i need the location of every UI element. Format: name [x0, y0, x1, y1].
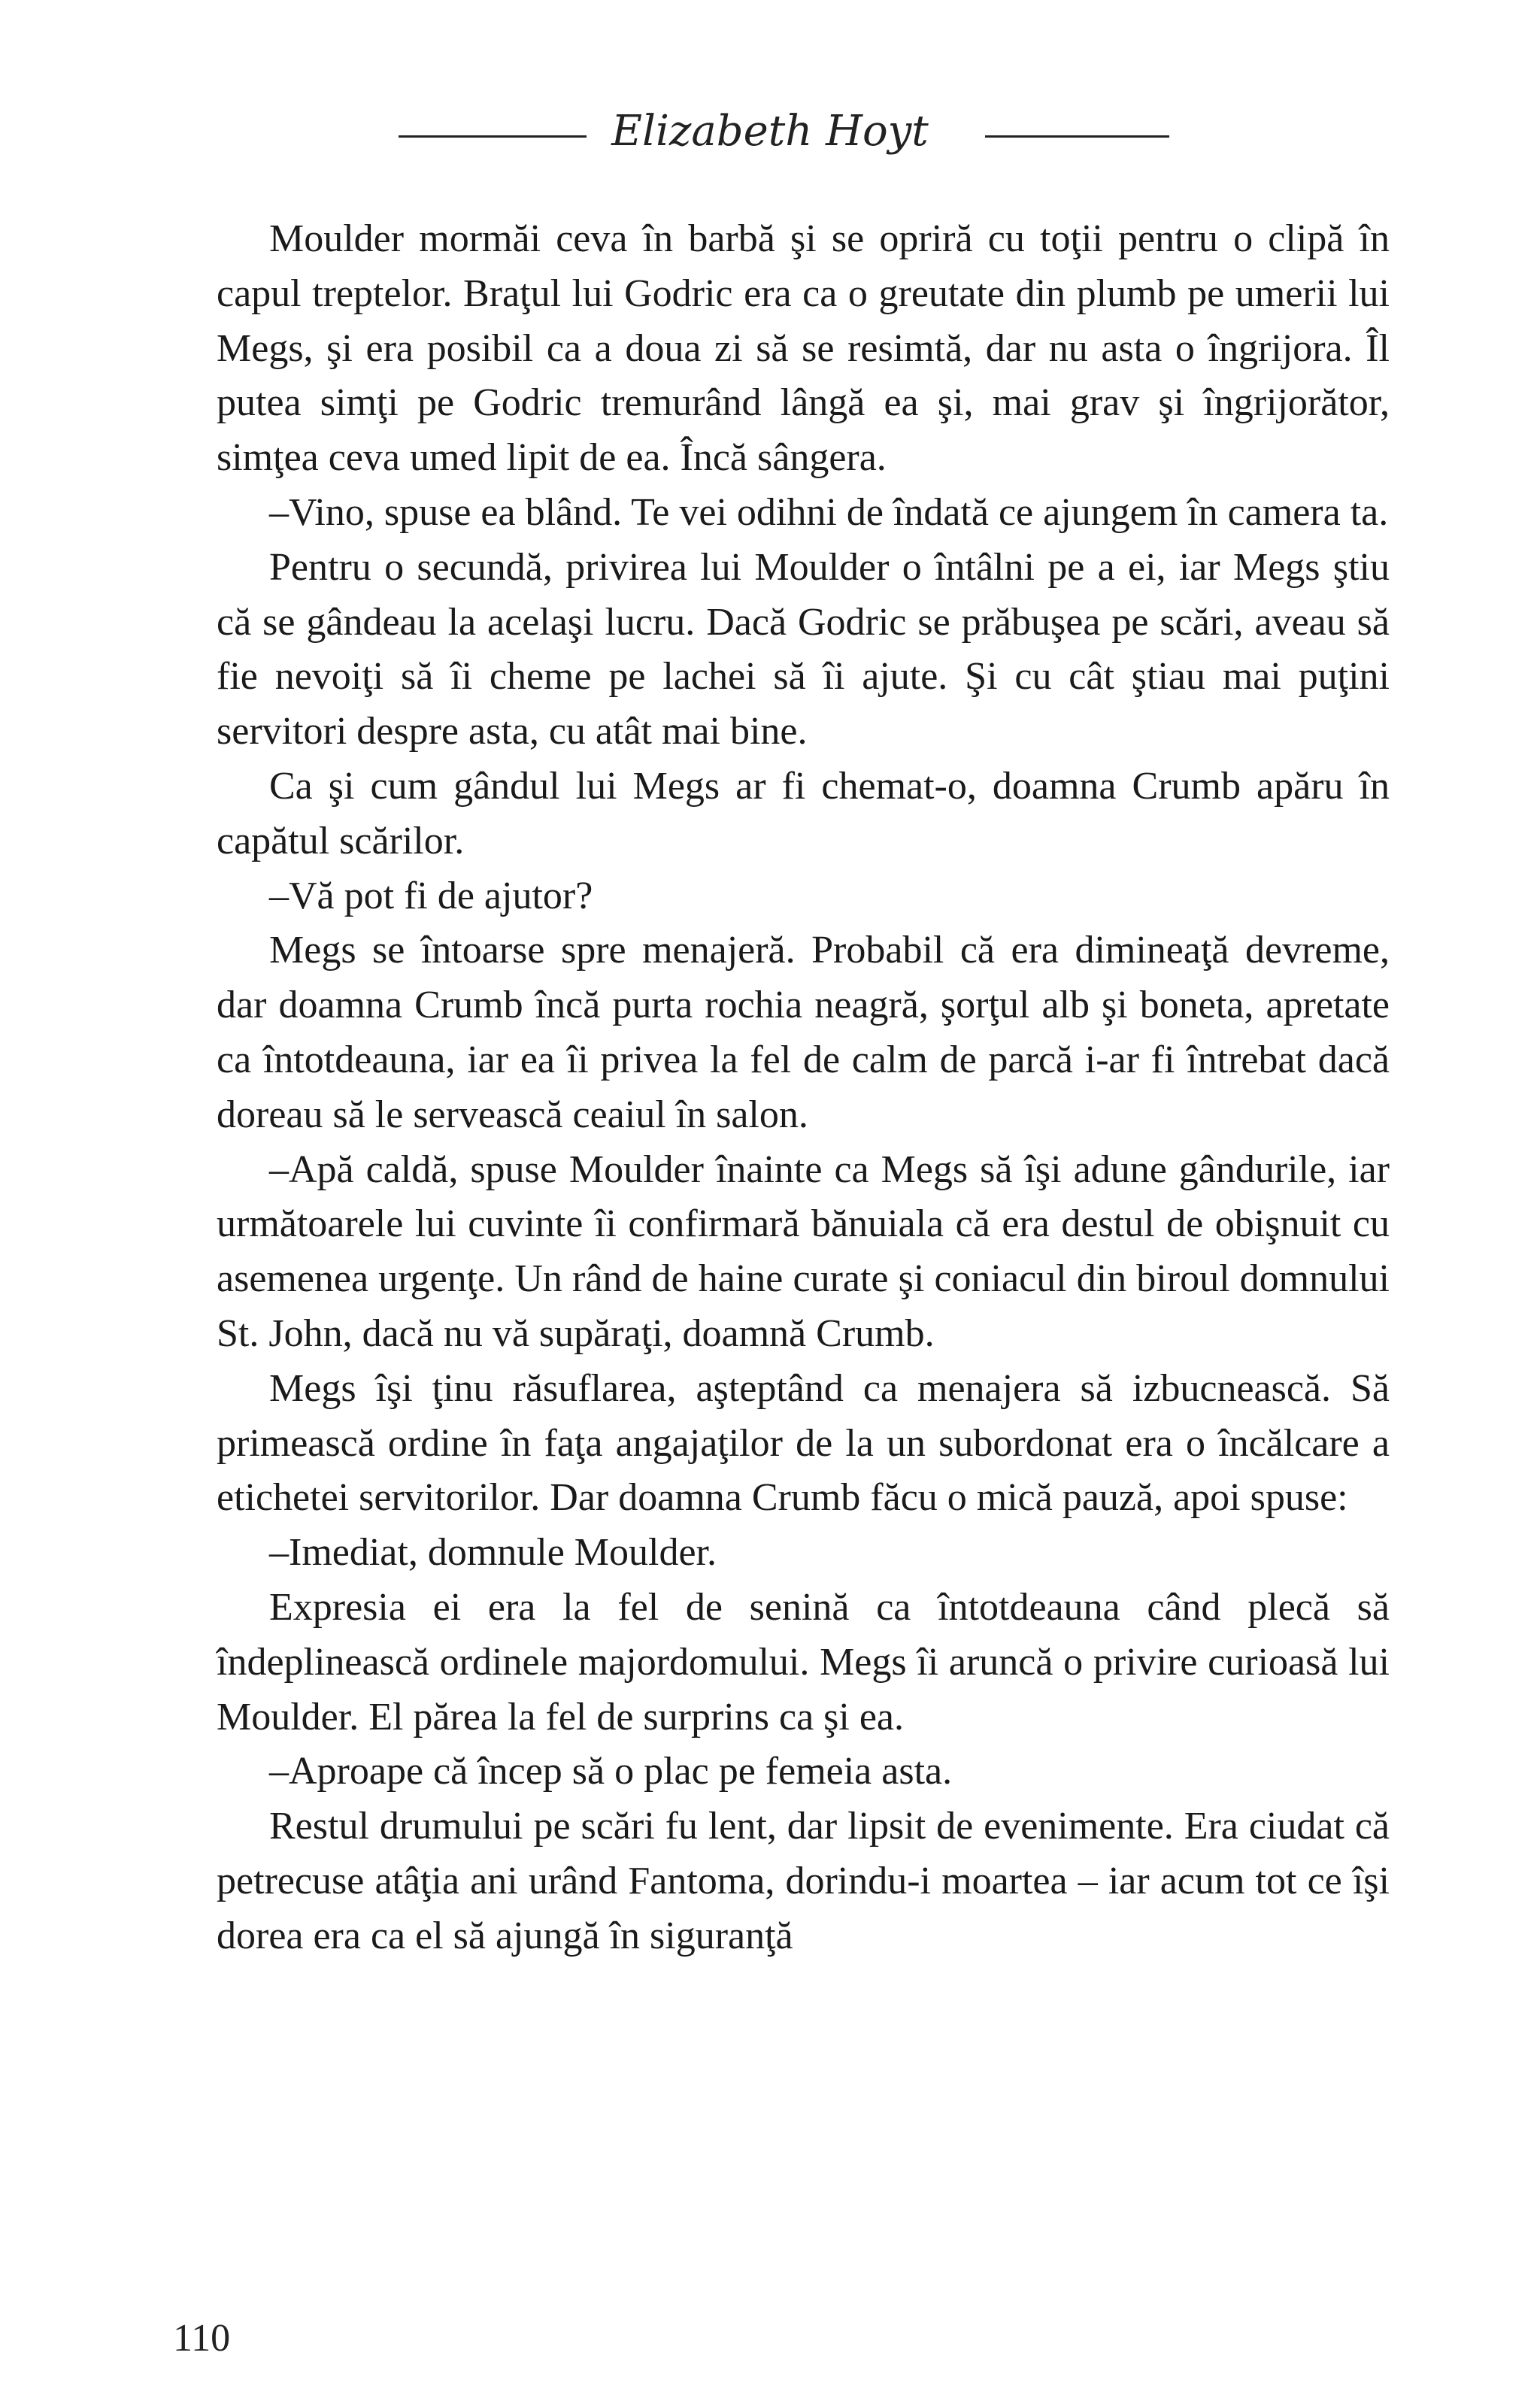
- paragraph: Megs îşi ţinu răsuflarea, aşteptând ca menajera să izbucnească. Să primească ordine în faţa angajaţilor de la un subordonat era o încălcare a etichetei servitorilor. Dar doamna Crumb făcu o mică pauză, apoi spuse:: [217, 1366, 1390, 1520]
- paragraph: Pentru o secundă, privirea lui Moulder o întâlni pe a ei, iar Megs ştiu că se gândeau la acelaşi lucru. Dacă Godric se prăbuşea pe scări, aveau să fie nevoiţi să îi cheme pe lachei să îi ajute. Şi cu cât ştiau mai puţini servitori despre asta, cu atât mai bine.: [217, 545, 1390, 753]
- paragraph: Megs se întoarse spre menajeră. Probabil că era dimineaţă devreme, dar doamna Crumb încă purta rochia neagră, şorţul alb şi boneta, apretate ca întotdeauna, iar ea îi privea la fel de calm de parcă i-ar fi întrebat dacă doreau să le servească ceaiul în salon.: [217, 929, 1390, 1136]
- body-text: [217, 212, 1390, 1964]
- running-title: Elizabeth Hoyt: [611, 107, 929, 156]
- paragraph: Ca şi cum gândul lui Megs ar fi chemat-o, doamna Crumb apăru în capătul scărilor.: [217, 764, 1390, 862]
- paragraph: Moulder mormăi ceva în barbă şi se opriră cu toţii pentru o clipă în capul treptelor. Braţul lui Godric era ca o greutate din plumb pe umerii lui Megs, şi era posibil ca a doua zi să se resimtă, dar nu asta o îngrijora. Îl putea simţi pe Godric tremurând lângă ea şi, mai grav şi îngrijorător, simţea ceva umed lipit de ea. Încă sângera.: [217, 217, 1390, 480]
- dialogue-line: –Vă pot fi de ajutor?: [269, 874, 593, 917]
- paragraph: Restul drumului pe scări fu lent, dar lipsit de evenimente. Era ciudat că petrecuse atâţia ani urând Fantoma, dorindu-i moartea – iar acum tot ce îşi dorea era ca el să ajungă în siguranţă: [217, 1805, 1390, 1957]
- page-number: 110: [173, 2317, 231, 2360]
- dialogue-line: –Imediat, domnule Moulder.: [269, 1531, 717, 1575]
- paragraph: Expresia ei era la fel de senină ca întotdeauna când plecă să îndeplinească ordinele majordomului. Megs îi aruncă o privire curioasă lui Moulder. El părea la fel de surprins ca şi ea.: [217, 1585, 1390, 1739]
- dialogue-line: –Aproape că încep să o plac pe femeia asta.: [269, 1750, 953, 1793]
- header-rule-right: [985, 135, 1169, 138]
- dialogue-line: –Vino, spuse ea blând. Te vei odihni de îndată ce ajungem în camera ta.: [269, 490, 1389, 534]
- dialogue-line: –Apă caldă, spuse Moulder înainte ca Megs să îşi adune gândurile, iar următoarele lui cuvinte îi confirmară bănuiala că era destul de obişnuit cu asemenea urgenţe. Un rând de haine curate şi coniacul din biroul domnului St. John, dacă nu vă supăraţi, doamnă Crumb.: [217, 1147, 1390, 1355]
- running-header: [0, 102, 1540, 162]
